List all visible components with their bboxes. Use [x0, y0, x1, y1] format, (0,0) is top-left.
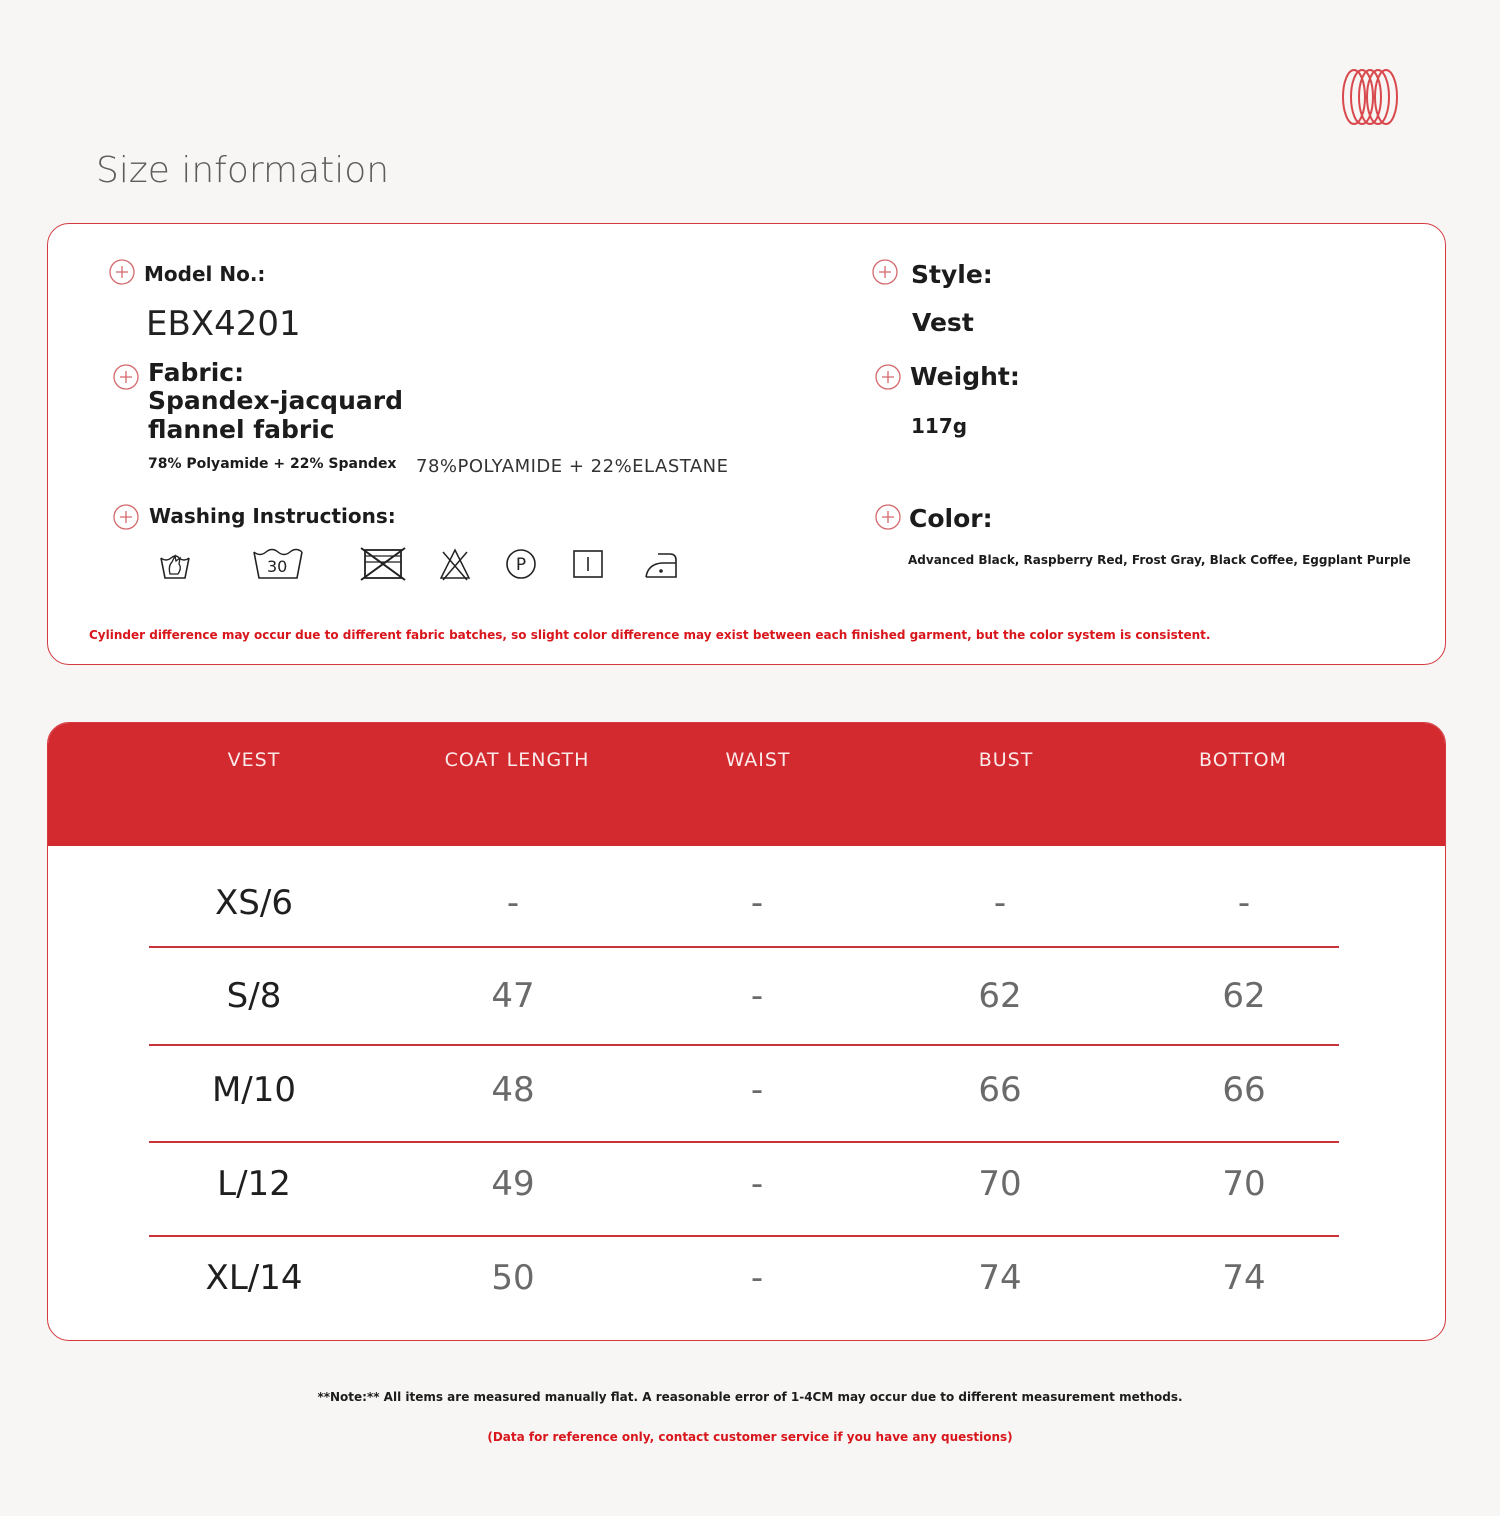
do-not-tumble-dry-icon — [359, 546, 407, 582]
plus-circle-icon — [113, 504, 139, 530]
line-dry-icon — [571, 546, 605, 582]
iron-low-icon — [642, 546, 682, 582]
row-divider — [149, 946, 1339, 948]
fabric-label: Fabric: — [148, 358, 245, 387]
bust-cell: 74 — [978, 1258, 1022, 1298]
plus-circle-icon — [113, 364, 139, 390]
table-row — [48, 956, 1445, 1050]
waist-cell: - — [750, 1258, 764, 1298]
coat-length-cell: 49 — [491, 1164, 535, 1204]
color-label: Color: — [909, 504, 993, 533]
size-cell: L/12 — [217, 1164, 291, 1204]
table-row — [48, 1144, 1445, 1238]
style-value: Vest — [912, 308, 974, 337]
model-value: EBX4201 — [146, 304, 301, 344]
waist-cell: - — [750, 883, 764, 923]
fabric-value — [148, 386, 403, 444]
size-cell: M/10 — [211, 1070, 297, 1110]
row-divider — [149, 1044, 1339, 1046]
coat-length-cell: 48 — [491, 1070, 535, 1110]
color-value: Advanced Black, Raspberry Red, Frost Gray, Black Coffee, Eggplant Purple — [908, 553, 1411, 567]
reference-note: (Data for reference only, contact customer service if you have any questions) — [487, 1430, 1013, 1444]
table-row — [48, 1238, 1445, 1332]
dry-clean-p-icon — [504, 546, 538, 582]
waist-cell: - — [750, 1164, 764, 1204]
row-divider — [149, 1141, 1339, 1143]
row-divider — [149, 1235, 1339, 1237]
size-cell: XS/6 — [215, 883, 293, 923]
bottom-cell: - — [1237, 883, 1251, 923]
product-info-card — [47, 223, 1446, 665]
plus-circle-icon — [875, 364, 901, 390]
plus-circle-icon — [875, 504, 901, 530]
bottom-cell: 62 — [1222, 976, 1266, 1016]
header-vest: VEST — [227, 749, 281, 771]
header-waist: WAIST — [725, 749, 791, 771]
size-table-header — [48, 723, 1445, 846]
bust-cell: 70 — [978, 1164, 1022, 1204]
bust-cell: - — [993, 883, 1007, 923]
header-coat-length: COAT LENGTH — [444, 749, 590, 771]
table-row — [48, 863, 1445, 957]
size-table — [47, 722, 1446, 1341]
plus-circle-icon — [109, 259, 135, 285]
size-cell: XL/14 — [205, 1258, 303, 1298]
color-disclaimer: Cylinder difference may occur due to different fabric batches, so slight color difference may exist between each finished garment, but the color system is consistent. — [89, 628, 1211, 642]
fabric-value-line1: Spandex-jacquard — [148, 386, 403, 415]
plus-circle-icon — [872, 259, 898, 285]
fabric-composition-alt: 78%POLYAMIDE + 22%ELASTANE — [416, 456, 729, 477]
bottom-cell: 74 — [1222, 1258, 1266, 1298]
bust-cell: 62 — [978, 976, 1022, 1016]
header-bust: BUST — [978, 749, 1034, 771]
bottom-cell: 70 — [1222, 1164, 1266, 1204]
header-bottom: BOTTOM — [1199, 749, 1287, 771]
wash-temp-label: 30 — [267, 557, 288, 576]
weight-label: Weight: — [910, 362, 1020, 391]
model-label: Model No.: — [144, 262, 266, 286]
svg-text:P: P — [515, 555, 527, 575]
coat-length-cell: - — [506, 883, 520, 923]
do-not-bleach-icon — [439, 546, 471, 582]
hand-wash-icon — [158, 546, 192, 582]
waist-cell: - — [750, 1070, 764, 1110]
page-title: Size information — [96, 150, 390, 191]
coat-length-cell: 47 — [491, 976, 535, 1016]
measurement-note: **Note:** All items are measured manually flat. A reasonable error of 1-4CM may occur due to different measurement methods. — [317, 1390, 1183, 1404]
red-rings-logo-icon — [1340, 68, 1400, 126]
coat-length-cell: 50 — [491, 1258, 535, 1298]
waist-cell: - — [750, 976, 764, 1016]
weight-value: 117g — [911, 414, 968, 438]
fabric-composition: 78% Polyamide + 22% Spandex — [148, 456, 397, 472]
washing-label: Washing Instructions: — [149, 504, 396, 528]
table-row — [48, 1050, 1445, 1144]
fabric-value-line2: flannel fabric — [148, 415, 335, 444]
bottom-cell: 66 — [1222, 1070, 1266, 1110]
size-cell: S/8 — [226, 976, 282, 1016]
bust-cell: 66 — [978, 1070, 1022, 1110]
style-label: Style: — [911, 260, 993, 289]
